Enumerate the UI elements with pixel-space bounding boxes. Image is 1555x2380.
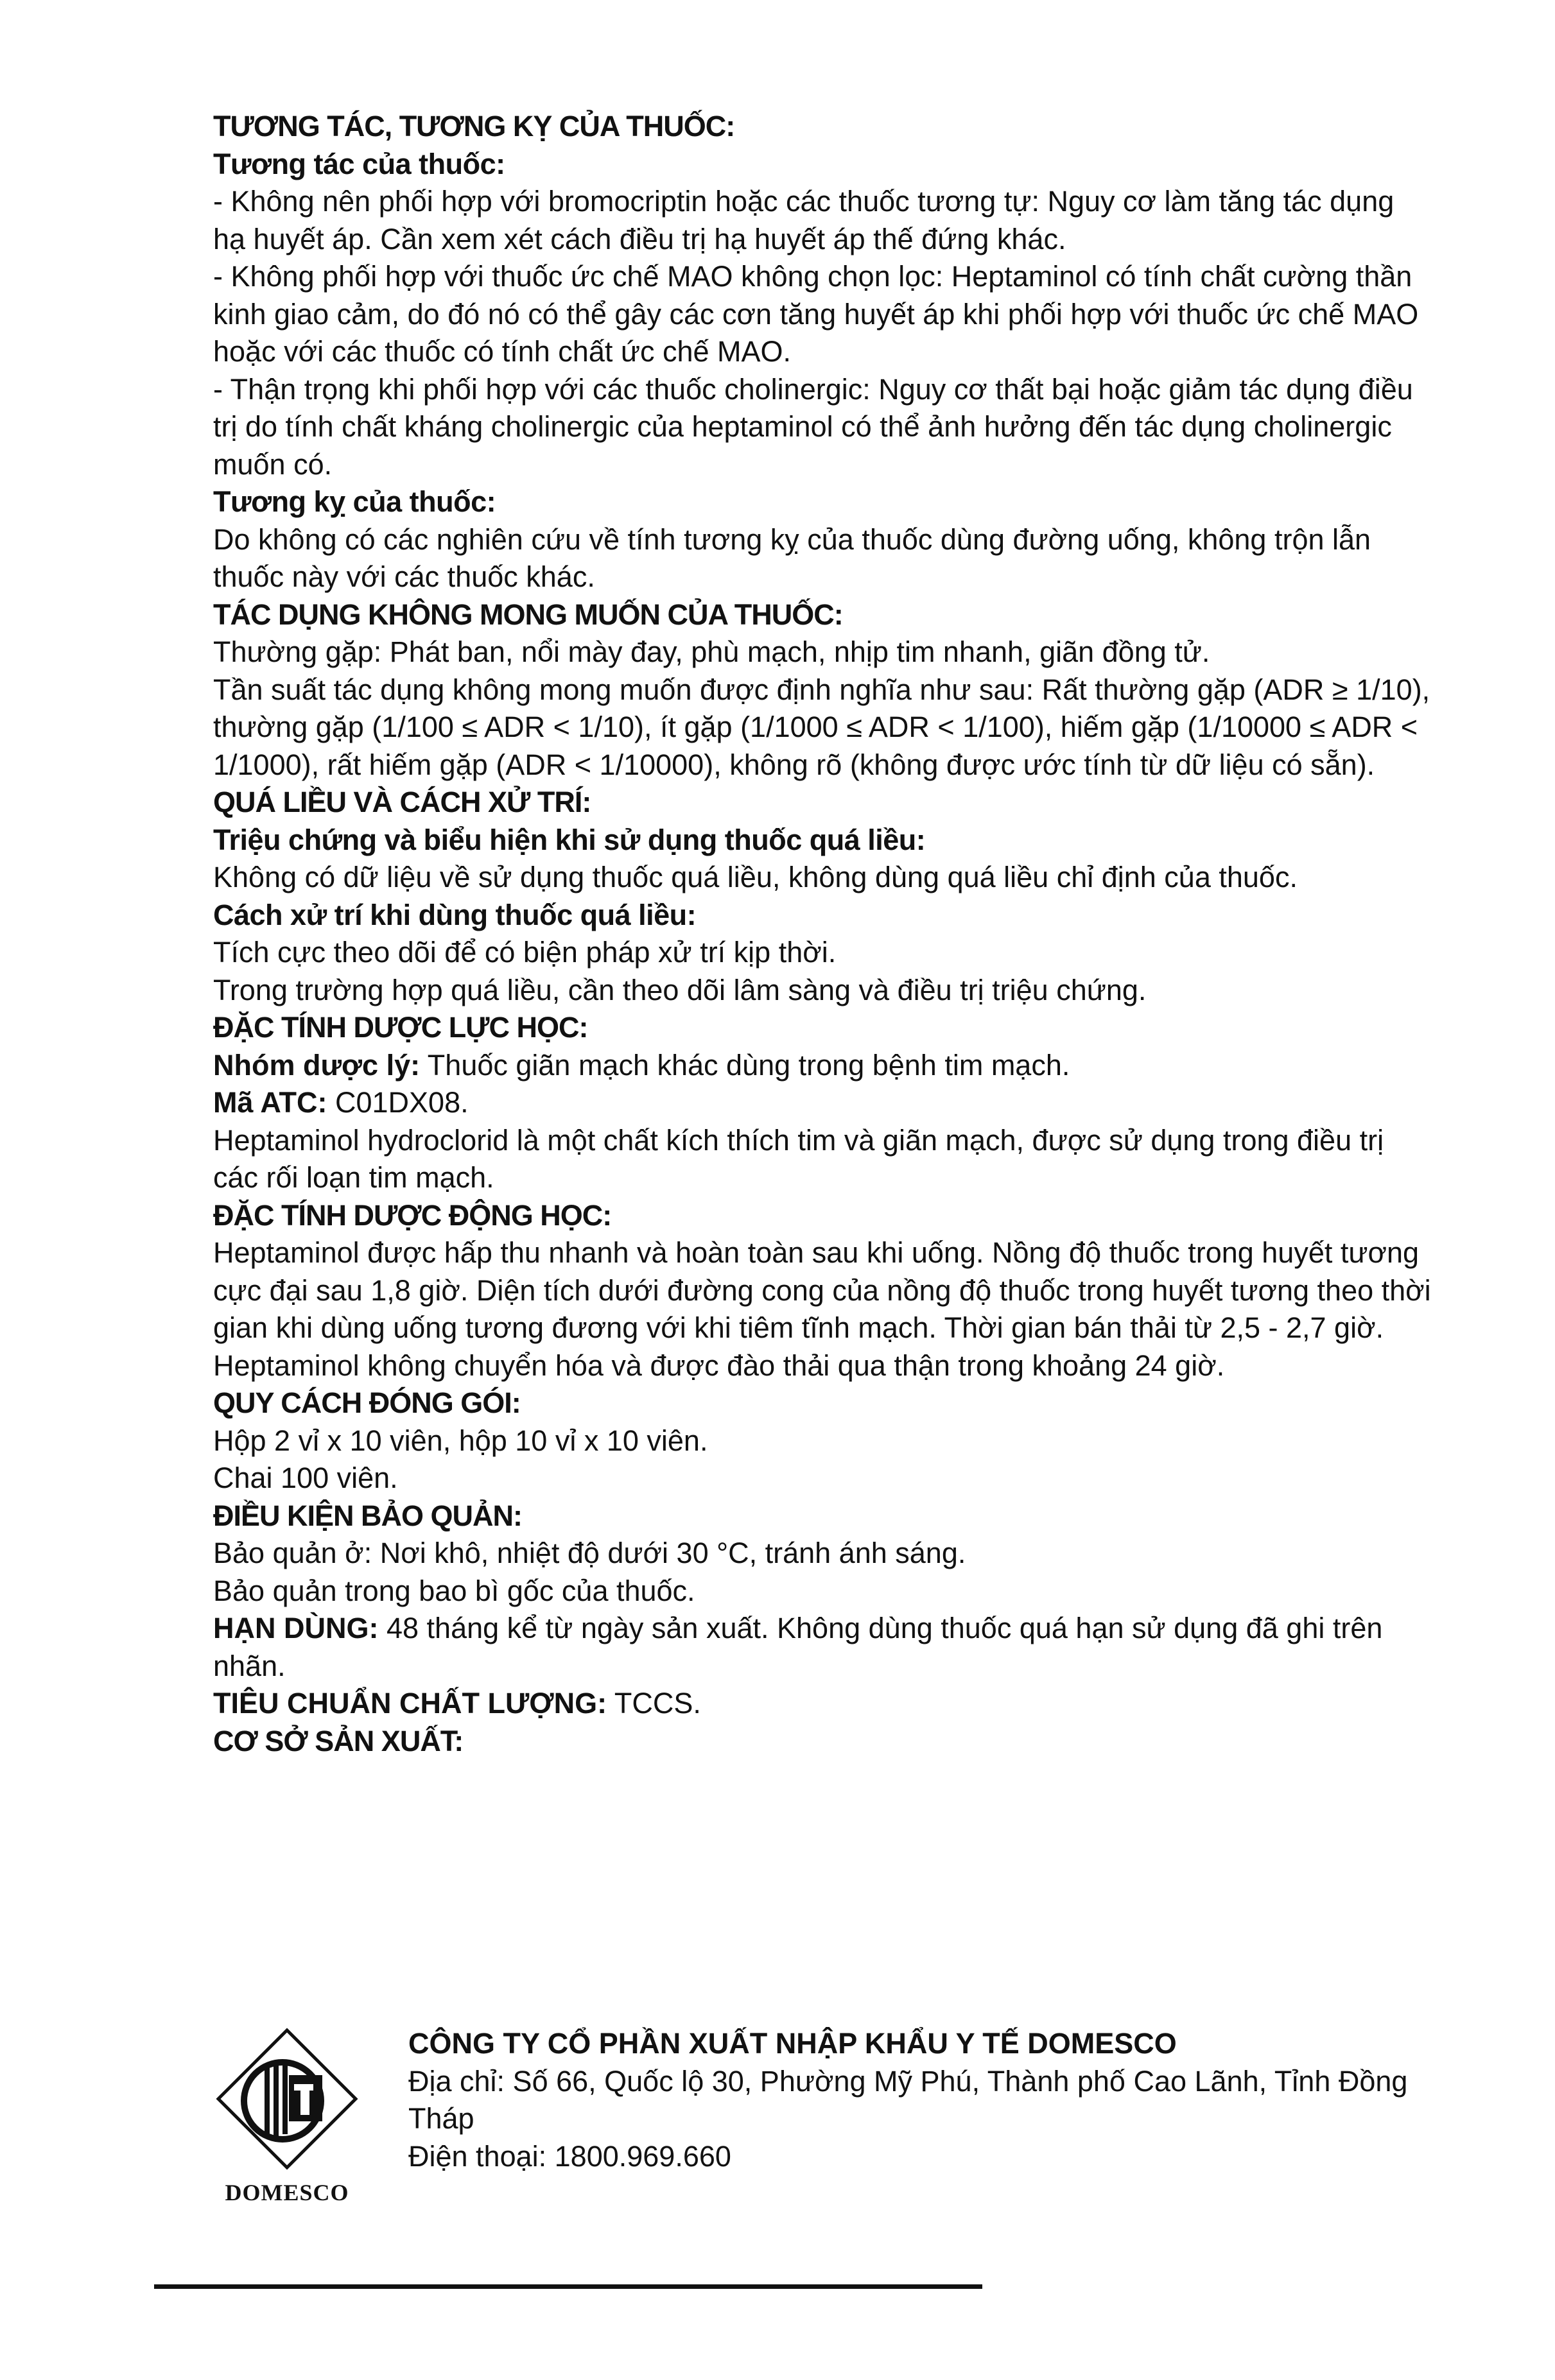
domesco-logo [213,2025,361,2218]
overdose-heading: QUÁ LIỀU VÀ CÁCH XỬ TRÍ: [213,786,591,818]
overdose-paragraph-3: Trong trường hợp quá liều, cần theo dõi lâm sàng và điều trị triệu chứng. [213,973,1147,1006]
overdose-treatment-subheading: Cách xử trí khi dùng thuốc quá liều: [213,898,697,931]
packaging-heading: QUY CÁCH ĐÓNG GÓI: [213,1386,521,1419]
pharmacodynamics-group-label: Nhóm dược lý: [213,1048,421,1082]
adverse-effects-paragraph-2: Tần suất tác dụng không mong muốn được định nghĩa như sau: Rất thường gặp (ADR ≥ 1/10), thường gặp (1/100 ≤ ADR < 1/10), ít gặp (1/1000 ≤ ADR < 1/100), hiếm gặp (1/10000 ≤ ADR < 1/1000), rất hiếm gặp (ADR < 1/10000), không rõ (không được ước tính từ dữ liệu có sẵn). [213,673,1430,781]
overdose-paragraph-2: Tích cực theo dõi để có biện pháp xử trí kịp thời. [213,936,837,969]
interactions-paragraph-1: - Không nên phối hợp với bromocriptin hoặc các thuốc tương tự: Nguy cơ làm tăng tác dụng hạ huyết áp. Cần xem xét cách điều trị hạ huyết áp thế đứng khác. [213,185,1394,255]
pharmacokinetics-paragraph: Heptaminol được hấp thu nhanh và hoàn toàn sau khi uống. Nồng độ thuốc trong huyết tương cực đại sau 1,8 giờ. Diện tích dưới đường cong của nồng độ thuốc trong huyết tương theo thời gian khi dùng uống tương đương với khi tiêm tĩnh mạch. Thời gian bán thải từ 2,5 - 2,7 giờ. Heptaminol không chuyển hóa và được đào thải qua thận trong khoảng 24 giờ. [213,1236,1431,1382]
atc-value: C01DX08. [327,1086,469,1119]
manufacturer-heading: CƠ SỞ SẢN XUẤT: [213,1724,464,1757]
storage-heading: ĐIỀU KIỆN BẢO QUẢN: [213,1499,523,1532]
packaging-paragraph-1: Hộp 2 vỉ x 10 viên, hộp 10 vỉ x 10 viên. [213,1424,708,1457]
logo-caption: DOMESCO [225,2180,349,2205]
quality-standard-line [213,1685,1433,1723]
interactions-paragraph-3: - Thận trọng khi phối hợp với các thuốc cholinergic: Nguy cơ thất bại hoặc giảm tác dụng điều trị do tính chất kháng cholinergic của heptaminol có thể ảnh hưởng đến tác dụng cholinergic muốn có. [213,372,1413,481]
packaging-paragraph-2: Chai 100 viên. [213,1462,398,1494]
company-address: Địa chỉ: Số 66, Quốc lộ 30, Phường Mỹ Phú, Thành phố Cao Lãnh, Tỉnh Đồng Tháp [408,2064,1408,2135]
pharmacodynamics-atc [213,1084,1433,1122]
storage-paragraph-2: Bảo quản trong bao bì gốc của thuốc. [213,1574,695,1607]
interactions-paragraph-2: - Không phối hợp với thuốc ức chế MAO không chọn lọc: Heptaminol có tính chất cường thần kinh giao cảm, do đó nó có thể gây các cơn tăng huyết áp khi phối hợp với thuốc ức chế MAO hoặc với các thuốc có tính chất ức chế MAO. [213,260,1419,368]
leaflet-body [213,108,1433,1760]
interactions-subheading: Tương tác của thuốc: [213,147,505,180]
expiry-line [213,1610,1433,1685]
overdose-symptoms-subheading: Triệu chứng và biểu hiện khi sử dụng thuốc quá liều: [213,823,926,856]
quality-standard-value: TCCS. [607,1687,701,1720]
overdose-paragraph-1: Không có dữ liệu về sử dụng thuốc quá liều, không dùng quá liều chỉ định của thuốc. [213,861,1298,893]
adverse-effects-paragraph-1: Thường gặp: Phát ban, nổi mày đay, phù mạch, nhịp tim nhanh, giãn đồng tử. [213,635,1210,668]
company-name: CÔNG TY CỔ PHẦN XUẤT NHẬP KHẨU Y TẾ DOMESCO [408,2027,1177,2060]
pharmacokinetics-heading: ĐẶC TÍNH DƯỢC ĐỘNG HỌC: [213,1198,612,1232]
footer-divider [154,2284,982,2289]
domesco-logo-icon [213,2025,361,2173]
expiry-value: 48 tháng kể từ ngày sản xuất. Không dùng thuốc quá hạn sử dụng đã ghi trên nhãn. [213,1612,1383,1682]
pharmacodynamics-heading: ĐẶC TÍNH DƯỢC LỰC HỌC: [213,1011,588,1044]
adverse-effects-heading: TÁC DỤNG KHÔNG MONG MUỐN CỦA THUỐC: [213,598,843,631]
manufacturer-block [213,2025,1433,2218]
pharmacodynamics-group [213,1047,1433,1085]
incompatibility-paragraph: Do không có các nghiên cứu về tính tương kỵ của thuốc dùng đường uống, không trộn lẫn thuốc này với các thuốc khác. [213,522,1371,593]
incompatibility-subheading: Tương kỵ của thuốc: [213,485,496,518]
storage-paragraph-1: Bảo quản ở: Nơi khô, nhiệt độ dưới 30 °C, tránh ánh sáng. [213,1537,966,1569]
company-info [408,2025,1436,2175]
company-phone: Điện thoại: 1800.969.660 [408,2139,731,2173]
atc-label: Mã ATC: [213,1086,327,1119]
pharmacodynamics-paragraph: Heptaminol hydroclorid là một chất kích thích tim và giãn mạch, được sử dụng trong điều trị các rối loạn tim mạch. [213,1123,1384,1194]
quality-standard-label: TIÊU CHUẨN CHẤT LƯỢNG: [213,1687,607,1720]
expiry-label: HẠN DÙNG: [213,1612,379,1644]
pharmacodynamics-group-value: Thuốc giãn mạch khác dùng trong bệnh tim mạch. [420,1048,1070,1082]
interactions-heading: TƯƠNG TÁC, TƯƠNG KỴ CỦA THUỐC: [213,110,735,142]
